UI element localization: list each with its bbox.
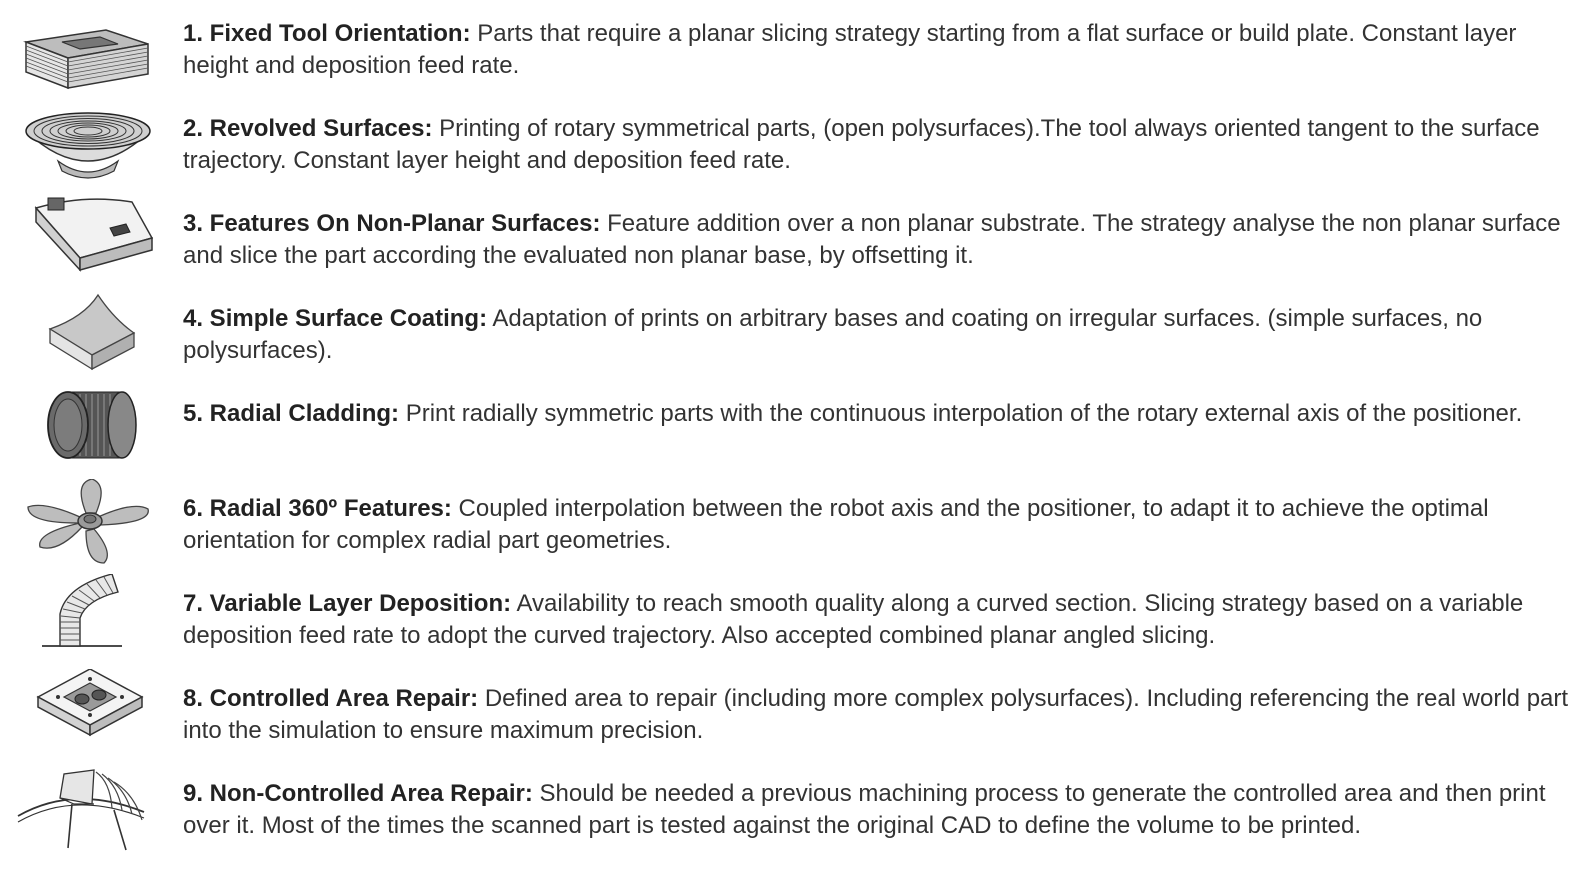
strategy-text: Defined area to repair (including more complex polysurfaces). Including referencing the real world part into the simulation to ensure maximum precision.	[183, 685, 1569, 744]
strategy-item-4	[0, 289, 1595, 379]
strategy-text: Parts that require a planar slicing strategy starting from a flat surface or build plate. Constant layer height and deposition feed rate.	[183, 20, 1517, 79]
strategy-text: Availability to reach smooth quality along a curved section. Slicing strategy based on a variable deposition feed rate to adopt the curved trajectory. Also accepted combined planar angled slicing.	[183, 590, 1524, 649]
strategy-description	[183, 18, 1583, 82]
strategy-title: 6. Radial 360º Features:	[183, 495, 452, 522]
strategy-item-8	[0, 669, 1595, 759]
strategy-text: Should be needed a previous machining process to generate the controlled area and then print over it. Most of the times the scanned part is tested against the original CAD to define the volume to be printed.	[183, 780, 1546, 839]
strategy-text: Coupled interpolation between the robot axis and the positioner, to adapt it to achieve the optimal orientation for complex radial part geometries.	[183, 495, 1489, 554]
strategy-description	[183, 683, 1583, 747]
strategy-description	[183, 113, 1583, 177]
strategy-description	[183, 208, 1583, 272]
repair-plate-icon	[14, 669, 164, 759]
strategy-title: 9. Non-Controlled Area Repair:	[183, 780, 533, 807]
strategy-title: 2. Revolved Surfaces:	[183, 115, 433, 142]
strategy-title: 7. Variable Layer Deposition:	[183, 590, 512, 617]
strategy-description	[183, 778, 1583, 842]
strategy-item-3	[0, 194, 1595, 284]
curved-stack-icon	[14, 574, 164, 664]
strategy-item-6	[0, 479, 1595, 569]
stacked-layers-box-icon	[14, 4, 164, 94]
propeller-icon	[14, 479, 164, 569]
strategy-text: Printing of rotary symmetrical parts, (open polysurfaces).The tool always oriented tangent to the surface trajectory. Constant layer height and deposition feed rate.	[183, 115, 1540, 174]
strategy-description	[183, 398, 1583, 430]
strategy-item-2	[0, 99, 1595, 189]
strategy-item-7	[0, 574, 1595, 664]
strategy-item-9	[0, 764, 1595, 854]
strategy-item-5	[0, 384, 1595, 474]
strategy-text: Adaptation of prints on arbitrary bases and coating on irregular surfaces. (simple surfaces, no polysurfaces).	[183, 305, 1483, 364]
strategy-title: 1. Fixed Tool Orientation:	[183, 20, 471, 47]
strategy-title: 3. Features On Non-Planar Surfaces:	[183, 210, 601, 237]
turbine-blade-icon	[14, 764, 164, 854]
strategy-item-1	[0, 4, 1595, 94]
strategy-text: Feature addition over a non planar substrate. The strategy analyse the non planar surface and slice the part according the evaluated non planar base, by offsetting it.	[183, 210, 1561, 269]
strategy-description	[183, 303, 1583, 367]
features-on-curved-plate-icon	[14, 194, 164, 284]
strategy-description	[183, 588, 1583, 652]
revolved-bowl-icon	[14, 99, 164, 189]
strategy-title: 4. Simple Surface Coating:	[183, 305, 488, 332]
coated-surface-icon	[14, 289, 164, 379]
strategy-description	[183, 493, 1583, 557]
strategy-text: Print radially symmetric parts with the continuous interpolation of the rotary external axis of the positioner.	[399, 400, 1523, 427]
strategy-title: 8. Controlled Area Repair:	[183, 685, 479, 712]
cylinder-cladding-icon	[14, 384, 164, 474]
strategy-title: 5. Radial Cladding:	[183, 400, 400, 427]
